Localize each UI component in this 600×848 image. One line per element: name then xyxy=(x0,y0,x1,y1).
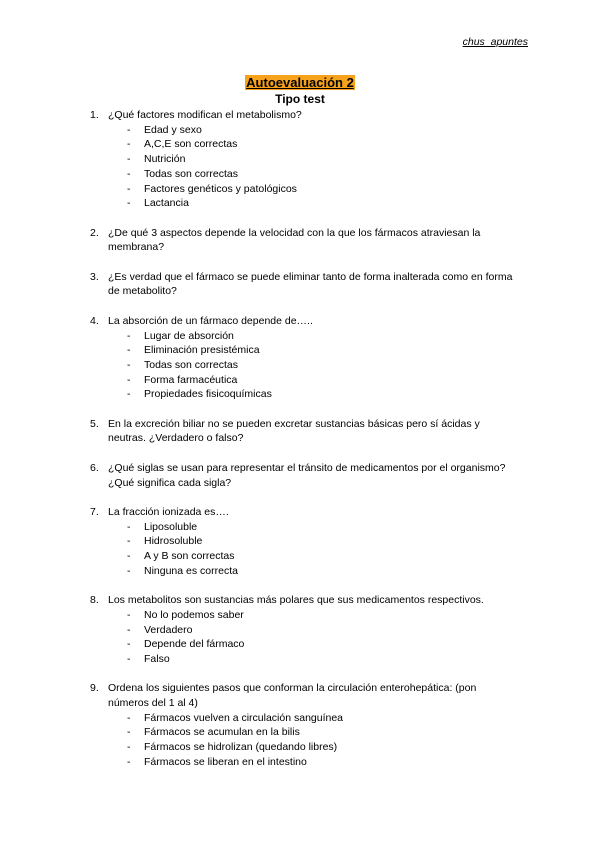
question-text: ¿De qué 3 aspectos depende la velocidad con la que los fármacos atraviesan la membrana? xyxy=(108,226,481,254)
dash-bullet: - xyxy=(127,652,131,665)
option-item xyxy=(0,623,600,638)
dash-bullet: - xyxy=(127,550,131,562)
option-item xyxy=(0,182,600,197)
dash-bullet: - xyxy=(127,329,131,342)
option-list xyxy=(0,123,600,211)
dash-bullet: - xyxy=(127,564,131,577)
option-text: Falso xyxy=(144,652,170,665)
dash-bullet: - xyxy=(127,373,131,386)
dash-bullet: - xyxy=(127,726,131,739)
dash-bullet: - xyxy=(127,755,131,768)
page-title: Autoevaluación 2 xyxy=(246,75,354,90)
question-text: ¿Es verdad que el fármaco se puede eliminar tanto de forma inalterada como en forma de metabolito? xyxy=(108,270,513,298)
dash-bullet: - xyxy=(127,638,131,651)
question-item xyxy=(0,461,600,490)
option-item xyxy=(0,137,600,152)
question-item xyxy=(0,108,600,211)
question-text: En la excreción biliar no se pueden excretar sustancias básicas pero sí ácidas y neutras. ¿Verdadero o falso? xyxy=(108,417,480,445)
option-item xyxy=(0,564,600,579)
dash-bullet: - xyxy=(127,608,131,621)
dash-bullet: - xyxy=(127,153,131,166)
dash-bullet: - xyxy=(127,520,131,533)
dash-bullet: - xyxy=(127,741,131,754)
option-item xyxy=(0,637,600,652)
option-text: Eliminación presistémica xyxy=(144,344,260,357)
option-text: Todas son correctas xyxy=(144,358,238,371)
option-list xyxy=(0,608,600,667)
dash-bullet: - xyxy=(127,623,131,636)
question-number: 6. xyxy=(90,461,99,474)
option-text: A,C,E son correctas xyxy=(144,138,238,151)
question-text: Ordena los siguientes pasos que conforman la circulación enterohepática: (pon números del 1 al 4) xyxy=(108,682,477,709)
dash-bullet: - xyxy=(127,358,131,371)
question-text: La fracción ionizada es…. xyxy=(108,505,229,518)
question-number: 9. xyxy=(90,682,99,695)
option-text: Verdadero xyxy=(144,623,193,636)
dash-bullet: - xyxy=(127,388,131,401)
option-text: Lactancia xyxy=(144,197,189,210)
dash-bullet: - xyxy=(127,123,131,136)
option-item xyxy=(0,755,600,770)
question-item xyxy=(0,593,600,667)
option-item xyxy=(0,725,600,740)
option-item xyxy=(0,549,600,564)
option-text: Edad y sexo xyxy=(144,123,202,136)
dash-bullet: - xyxy=(127,138,131,151)
dash-bullet: - xyxy=(127,535,131,548)
dash-bullet: - xyxy=(127,182,131,195)
option-text: Nutrición xyxy=(144,153,186,166)
dash-bullet: - xyxy=(127,167,131,180)
question-number: 3. xyxy=(90,270,99,283)
question-number: 7. xyxy=(90,505,99,518)
question-text: La absorción de un fármaco depende de….. xyxy=(108,314,313,327)
option-text: A y B son correctas xyxy=(144,550,235,562)
option-text: Liposoluble xyxy=(144,520,198,533)
option-text: Fármacos vuelven a circulación sanguínea xyxy=(144,711,344,724)
option-item xyxy=(0,329,600,344)
option-item xyxy=(0,373,600,388)
author-header: chus_apuntes xyxy=(462,36,528,48)
option-list xyxy=(0,711,600,770)
option-text: Fármacos se hidrolizan (quedando libres) xyxy=(144,741,338,754)
question-item xyxy=(0,417,600,446)
question-item xyxy=(0,314,600,402)
dash-bullet: - xyxy=(127,197,131,210)
question-number: 1. xyxy=(90,109,99,121)
dash-bullet: - xyxy=(127,344,131,357)
option-item xyxy=(0,652,600,667)
option-text: Factores genéticos y patológicos xyxy=(144,182,297,195)
option-item xyxy=(0,358,600,373)
title-container xyxy=(0,74,600,92)
option-item xyxy=(0,534,600,549)
option-item xyxy=(0,167,600,182)
option-item xyxy=(0,740,600,755)
option-text: Ninguna es correcta xyxy=(144,564,238,577)
option-text: Hidrosoluble xyxy=(144,535,203,548)
question-item xyxy=(0,270,600,299)
question-number: 2. xyxy=(90,226,99,239)
option-list xyxy=(0,329,600,403)
option-text: No lo podemos saber xyxy=(144,608,244,621)
option-text: Forma farmacéutica xyxy=(144,373,238,386)
option-item xyxy=(0,123,600,138)
option-item xyxy=(0,196,600,211)
question-text: ¿Qué siglas se usan para representar el tránsito de medicamentos por el organismo? ¿Qué significa cada sigla? xyxy=(108,461,506,489)
page-subtitle: Tipo test xyxy=(275,92,325,106)
option-text: Fármacos se acumulan en la bilis xyxy=(144,726,300,739)
question-item xyxy=(0,681,600,769)
option-item xyxy=(0,343,600,358)
option-list xyxy=(0,520,600,579)
question-list xyxy=(0,108,600,784)
option-text: Propiedades fisicoquímicas xyxy=(144,388,272,401)
option-text: Todas son correctas xyxy=(144,167,238,180)
option-item xyxy=(0,711,600,726)
question-number: 5. xyxy=(90,417,99,430)
question-item xyxy=(0,226,600,255)
option-item xyxy=(0,520,600,535)
question-number: 4. xyxy=(90,314,99,327)
option-text: Fármacos se liberan en el intestino xyxy=(144,755,307,768)
dash-bullet: - xyxy=(127,711,131,724)
option-item xyxy=(0,608,600,623)
question-text: ¿Qué factores modifican el metabolismo? xyxy=(108,109,302,121)
option-text: Depende del fármaco xyxy=(144,638,245,651)
option-item xyxy=(0,152,600,167)
question-text: Los metabolitos son sustancias más polares que sus medicamentos respectivos. xyxy=(108,594,484,607)
question-item xyxy=(0,505,600,579)
question-number: 8. xyxy=(90,594,99,607)
option-text: Lugar de absorción xyxy=(144,329,234,342)
option-item xyxy=(0,387,600,402)
